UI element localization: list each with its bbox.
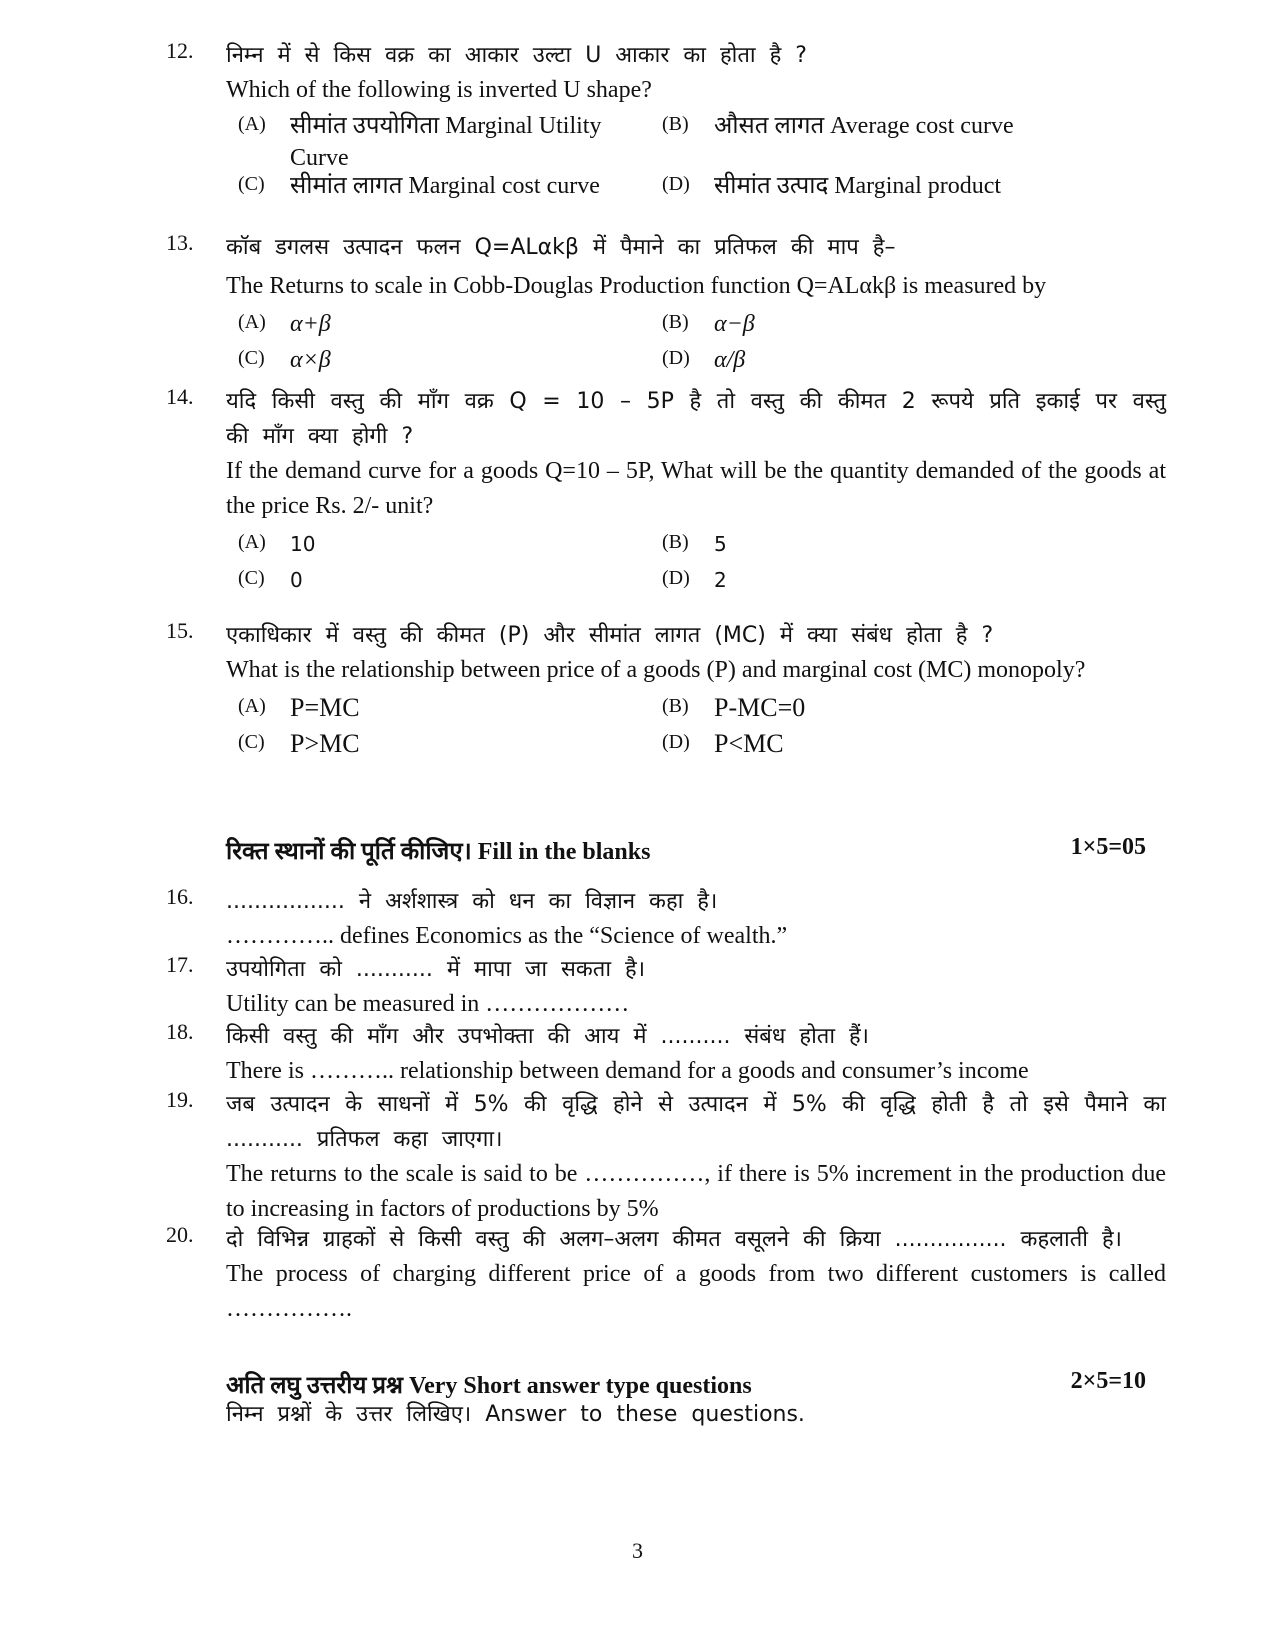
option-label: (B) [662,695,689,717]
question-hindi: किसी वस्तु की माँग और उपभोक्ता की आय में .......... संबंध होता हैं। [226,1024,870,1049]
question-19 [166,1087,1166,1227]
question-number: 15. [166,618,194,643]
option-label: (B) [662,531,689,553]
question-17 [166,952,1166,1022]
page-number: 3 [632,1538,643,1563]
question-number: 13. [166,230,194,255]
option-label: (B) [662,311,689,333]
option-text: α/β [714,347,746,373]
question-english: If the demand curve for a goods Q=10 – 5P, What will be the quantity demanded of the goods at the price Rs. 2/- unit? [226,458,1166,519]
option-d [662,728,1062,760]
option-label: (D) [662,731,690,753]
option-label: (C) [238,173,265,195]
question-hindi: जब उत्पादन के साधनों में 5% की वृद्धि होने से उत्पादन में 5% की वृद्धि होती है तो इसे पैमाने का ........... प्रतिफल कहा जाएगा। [226,1092,1166,1152]
option-a [238,308,638,340]
option-text: α+β [290,311,331,337]
question-16 [166,884,1166,954]
question-18 [166,1019,1166,1089]
option-text: P-MC=0 [714,693,806,722]
option-text: सीमांत उपयोगिता Marginal Utility Curve [290,113,602,171]
question-number: 17. [166,952,194,977]
option-d [662,170,1102,202]
option-label: (C) [238,567,265,589]
question-13 [166,230,1166,380]
question-number: 16. [166,884,194,909]
option-label: (D) [662,567,690,589]
section-very-short [226,1368,1146,1401]
question-english: Utility can be measured in ……………… [226,991,630,1017]
question-number: 14. [166,384,194,409]
question-15 [166,618,1166,764]
question-number: 18. [166,1019,194,1044]
question-hindi: कॉब डगलस उत्पादन फलन Q=ALαkβ में पैमाने का प्रतिफल की माप है– [226,235,896,260]
section-title: रिक्त स्थानों की पूर्ति कीजिए। Fill in the blanks [226,839,651,865]
option-d [662,344,1062,376]
question-hindi: एकाधिकार में वस्तु की कीमत (P) और सीमांत लागत (MC) में क्या संबंध होता है ? [226,623,994,648]
options [238,304,1166,380]
section-marks: 2×5=10 [1070,1368,1146,1394]
option-label: (D) [662,173,690,195]
question-english: ………….. defines Economics as the “Science of wealth.” [226,923,788,949]
option-label: (A) [238,311,266,333]
option-text: औसत लागत Average cost curve [714,113,1014,139]
question-hindi: दो विभिन्न ग्राहकों से किसी वस्तु की अलग–अलग कीमत वसूलने की क्रिया ................ कहलाती है। [226,1227,1122,1252]
question-14 [166,384,1166,600]
option-text: P<MC [714,729,784,758]
option-c [238,564,638,596]
section-marks: 1×5=05 [1070,834,1146,860]
section-instruction [226,1400,1146,1430]
question-hindi: निम्न में से किस वक्र का आकार उल्टा U आकार का होता है ? [226,43,807,68]
option-d [662,564,1062,596]
question-hindi: ................. ने अर्शशास्त्र को धन का विज्ञान कहा है। [226,889,718,914]
question-12 [166,38,1166,228]
option-text: सीमांत उत्पाद Marginal product [714,173,1002,199]
question-english: The process of charging different price of a goods from two different customers is called ……………. [226,1261,1166,1322]
section-fill-blanks [226,834,1146,867]
option-b [662,528,1062,560]
option-label: (C) [238,347,265,369]
question-english: The Returns to scale in Cobb-Douglas Production function Q=ALαkβ is measured by [226,273,1047,299]
option-label: (A) [238,695,266,717]
option-label: (A) [238,531,266,553]
option-label: (C) [238,731,265,753]
option-b [662,692,1062,724]
option-c [238,728,638,760]
option-a [238,528,638,560]
question-english: Which of the following is inverted U shape? [226,77,652,103]
options [238,688,1166,764]
option-text: P=MC [290,693,360,722]
option-b [662,308,1062,340]
option-b [662,110,1082,142]
question-english: What is the relationship between price of a goods (P) and marginal cost (MC) monopoly? [226,657,1086,683]
option-text: 2 [714,568,727,592]
option-text: α−β [714,311,755,337]
option-c [238,170,648,202]
question-english: There is ……….. relationship between demand for a goods and consumer’s income [226,1058,1029,1084]
option-text: सीमांत लागत Marginal cost curve [290,173,600,199]
question-number: 20. [166,1222,194,1247]
question-hindi: यदि किसी वस्तु की माँग वक्र Q = 10 – 5P है तो वस्तु की कीमत 2 रूपये प्रति इकाई पर वस्तु की माँग क्या होगी ? [226,389,1166,449]
options [238,108,1166,228]
instruction-text: निम्न प्रश्नों के उत्तर लिखिए। Answer to these questions. [226,1402,805,1427]
options [238,524,1166,600]
option-label: (A) [238,113,266,135]
question-number: 19. [166,1087,194,1112]
option-text: 0 [290,568,303,592]
option-text: α×β [290,347,331,373]
option-text: 10 [290,532,316,556]
question-number: 12. [166,38,194,63]
question-20 [166,1222,1166,1327]
question-hindi: उपयोगिता को ........... में मापा जा सकता है। [226,957,646,982]
option-c [238,344,638,376]
option-text: P>MC [290,729,360,758]
option-label: (D) [662,347,690,369]
option-label: (B) [662,113,689,135]
section-title: अति लघु उत्तरीय प्रश्न Very Short answer type questions [226,1373,752,1399]
question-english: The returns to the scale is said to be ……………, if there is 5% increment in the production due to increasing in factors of productions by 5% [226,1161,1166,1222]
option-text: 5 [714,532,727,556]
option-a [238,110,648,174]
option-a [238,692,638,724]
